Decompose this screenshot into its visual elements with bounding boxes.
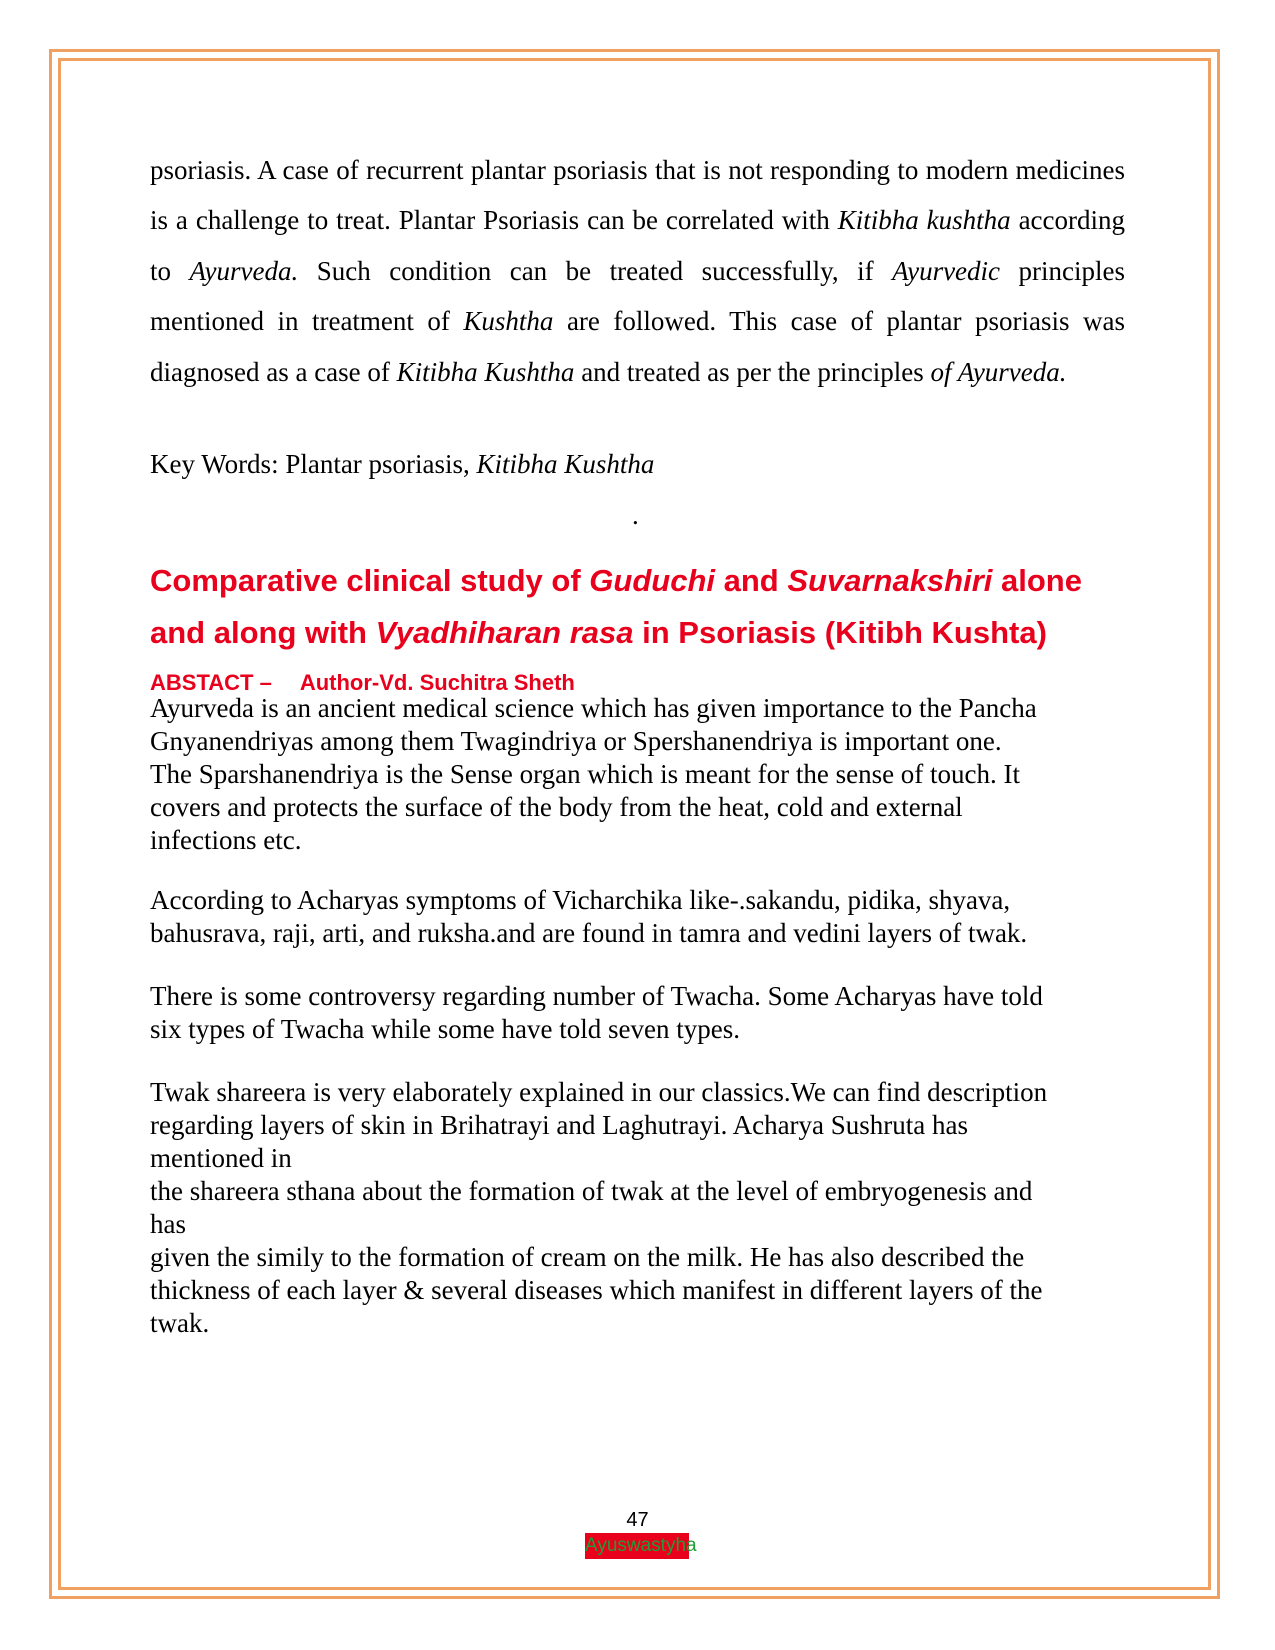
- abstract-paragraph-4: Twak shareera is very elaborately explained in our classics.We can find description regarding layers of skin in Brihatrayi and Laghutrayi. Acharya Sushruta has mentioned in the shareera sthana about the formation of twak at the level of embryogenesis and has given the simily to the formation of cream on the milk. He has also described the thickness of each layer & several diseases which manifest in different layers of the twak.: [150, 1077, 1048, 1338]
- keywords-line: [150, 446, 654, 482]
- abstract-label: ABSTACT –: [150, 670, 272, 695]
- intro-paragraph: psoriasis. A case of recurrent plantar psoriasis that is not responding to modern medicines is a challenge to treat. Plantar Psoriasis can be correlated with Kitibha kushtha according to Ayurveda. Such condition can be treated successfully, if Ayurvedic principles mentioned in treatment of Kushtha are followed. This case of plantar psoriasis was diagnosed as a case of Kitibha Kushtha and treated as per the principles of Ayurveda.: [150, 155, 1126, 387]
- abstract-paragraph-1: Ayurveda is an ancient medical science which has given importance to the Pancha Gnyanendriyas among them Twagindriya or Spershanendriya is important one. The Sparshanendriya is the Sense organ which is meant for the sense of touch. It covers and protects the surface of the body from the heat, cold and external infections etc.: [150, 693, 1037, 855]
- title-line-2: and along with Vyadhiharan rasa in Psoriasis (Kitibh Kushta): [150, 615, 1047, 650]
- abstract-paragraph-2: According to Acharyas symptoms of Vicharchika like-.sakandu, pidika, shyava, bahusrava, raji, arti, and ruksha.and are found in tamra and vedini layers of twak.: [150, 885, 1028, 948]
- author-name: Author-Vd. Suchitra Sheth: [299, 670, 575, 695]
- title-line-1: Comparative clinical study of Guduchi and Suvarnakshiri alone: [150, 563, 1082, 598]
- page-number: 47: [626, 1509, 649, 1531]
- abstract-paragraph-3: There is some controversy regarding number of Twacha. Some Acharyas have told six types of Twacha while some have told seven types.: [150, 981, 1043, 1044]
- separator-dot: .: [632, 500, 639, 530]
- keywords-prefix: Key Words: Plantar psoriasis,: [150, 449, 470, 479]
- keywords-italic: Kitibha Kushtha: [476, 449, 655, 479]
- article-title: [150, 555, 1160, 659]
- journal-badge: Ayuswastyha: [585, 1533, 689, 1559]
